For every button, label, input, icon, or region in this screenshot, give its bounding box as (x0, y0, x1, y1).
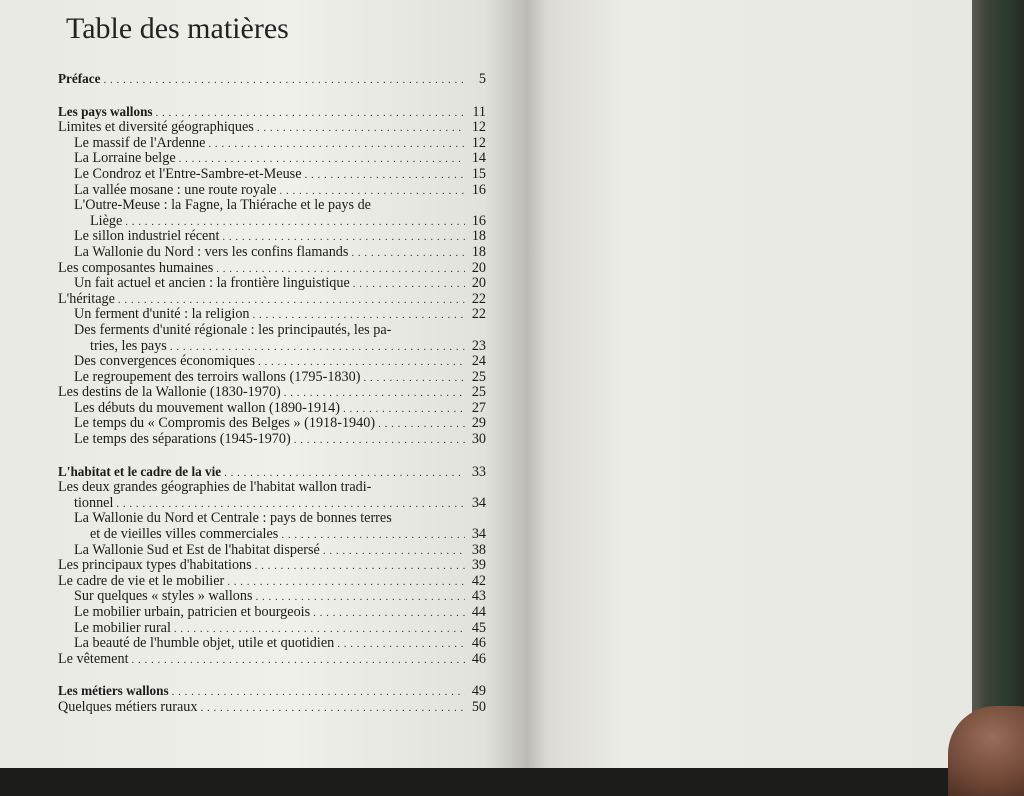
toc-entry (58, 558, 486, 574)
toc-entry-title: L'héritage (58, 290, 115, 307)
toc-entry-page: 42 (471, 572, 486, 589)
toc-entry (58, 323, 486, 354)
toc-entry-page: 22 (471, 290, 486, 307)
leader-dots (257, 120, 465, 134)
leader-dots (281, 527, 465, 541)
toc-entry-title: Le temps du « Compromis des Belges » (1918-1940) (74, 415, 376, 432)
leader-dots (305, 167, 466, 181)
toc-entry-title: Les métiers wallons (58, 683, 169, 699)
leader-dots (170, 339, 465, 353)
toc-entry-title: Préface (58, 71, 101, 86)
toc-entry-title: La Wallonie du Nord et Centrale : pays de bonnes terres (74, 510, 392, 527)
toc-entry-title-continued: tries, les pays (90, 337, 167, 354)
leader-dots (294, 432, 465, 446)
toc-entry-title: Le regroupement des terroirs wallons (1795-1830) (74, 368, 361, 385)
leader-dots (256, 589, 465, 603)
toc-entry (58, 307, 486, 323)
toc-entry-title: Quelques métiers ruraux (58, 698, 198, 715)
leader-dots (284, 385, 465, 399)
toc-entry (58, 401, 486, 417)
toc-entry-title: Le cadre de vie et le mobilier (58, 572, 225, 589)
toc-entry-title: Le sillon industriel récent (74, 228, 220, 245)
right-page (526, 0, 972, 768)
toc-entry-title-continued: et de vieilles villes commerciales (90, 526, 279, 543)
toc-entry (58, 480, 486, 511)
toc-entry-page: 38 (471, 541, 486, 558)
toc-entry-title: Le massif de l'Ardenne (74, 134, 206, 151)
toc-entry-page: 24 (471, 353, 486, 370)
toc-entry (58, 120, 486, 136)
toc-entry (58, 354, 486, 370)
toc-entry-page: 15 (471, 165, 486, 182)
toc-entry-title-continued: Liège (90, 212, 123, 229)
toc-entry (58, 292, 486, 308)
leader-dots (255, 558, 465, 572)
toc-entry-page: 18 (471, 228, 486, 245)
toc-entry-page: 12 (471, 134, 486, 151)
left-page (0, 0, 526, 768)
toc-entry-title: La Lorraine belge (74, 150, 176, 167)
toc-entry-title: Le vêtement (58, 650, 129, 667)
leader-dots (132, 652, 465, 666)
toc-entry (58, 416, 486, 432)
toc-entry-title: Un ferment d'unité : la religion (74, 306, 250, 323)
leader-dots (156, 105, 465, 119)
toc-entry (58, 589, 486, 605)
toc-entry-title: La vallée mosane : une route royale (74, 181, 277, 198)
leader-dots (208, 136, 465, 150)
leader-dots (343, 401, 465, 415)
leader-dots (174, 621, 465, 635)
toc-entry-title: Le mobilier urbain, patricien et bourgeois (74, 604, 311, 620)
toc-entry-page: 43 (471, 588, 486, 605)
toc-entry-page: 18 (471, 243, 486, 260)
toc-entry (58, 432, 486, 448)
toc-entry (58, 136, 486, 152)
toc-entry-page: 27 (471, 399, 486, 416)
toc-entry-title: La Wallonie Sud et Est de l'habitat dispersé (74, 541, 320, 558)
toc-entry-title: La Wallonie du Nord : vers les confins flamands (74, 243, 349, 260)
leader-dots (363, 370, 465, 384)
toc-entry-page: 39 (471, 557, 486, 574)
leader-dots (216, 261, 465, 275)
toc-entry-title: Les débuts du mouvement wallon (1890-1914) (74, 399, 340, 416)
toc-entry-page: 46 (471, 635, 486, 652)
leader-dots (337, 636, 465, 650)
toc-entry (58, 700, 486, 716)
toc-entry-title: Des convergences économiques (74, 353, 255, 370)
toc-entry-page: 22 (471, 306, 486, 323)
toc-entry (58, 621, 486, 637)
leader-dots (258, 354, 465, 368)
toc-entry-page: 44 (471, 604, 486, 620)
toc-entry-page: 45 (471, 619, 486, 636)
leader-dots (222, 229, 465, 243)
toc-entry-title: Les pays wallons (58, 103, 153, 119)
leader-dots (118, 292, 465, 306)
toc-entry-title: Le Condroz et l'Entre-Sambre-et-Meuse (74, 165, 302, 182)
toc-entry-title-continued: tionnel (74, 494, 114, 511)
toc-entry (58, 370, 486, 386)
toc-entry-page: 29 (471, 415, 486, 432)
leader-dots (313, 605, 465, 619)
leader-dots (353, 276, 465, 290)
leader-dots (227, 574, 465, 588)
toc-entry-title: Le mobilier rural (74, 619, 171, 636)
toc-entry-page: 50 (471, 698, 486, 715)
toc-entry-page: 16 (471, 181, 486, 198)
toc-entry-title: Des ferments d'unité régionale : les principautés, les pa- (74, 321, 392, 338)
toc-entry-page: 25 (471, 384, 486, 401)
toc-entry (58, 104, 486, 121)
toc-entry-page: 12 (471, 119, 486, 136)
leader-dots (200, 700, 465, 714)
toc-entry (58, 605, 486, 621)
toc-entry-page: 34 (471, 494, 486, 511)
toc-entry (58, 511, 486, 542)
toc-entry (58, 543, 486, 559)
toc-entry-page: 16 (471, 212, 486, 229)
toc-entry-page: 14 (471, 150, 486, 167)
toc-entry-title: Les principaux types d'habitations (58, 557, 252, 574)
toc-entry-page: 30 (471, 431, 486, 448)
toc-entry-title: Sur quelques « styles » wallons (74, 588, 253, 605)
toc-entry-page: 23 (471, 337, 486, 354)
toc-entry-page: 11 (472, 103, 486, 120)
toc-entry (58, 183, 486, 199)
toc-entry-page: 20 (471, 275, 486, 292)
book-edge (972, 0, 1024, 768)
toc-entry-page: 33 (471, 463, 486, 480)
toc-entry-title: Le temps des séparations (1945-1970) (74, 431, 291, 448)
toc-entry (58, 683, 486, 700)
toc-entry (58, 151, 486, 167)
leader-dots (172, 684, 465, 698)
toc-entry (58, 198, 486, 229)
toc-entry (58, 71, 486, 88)
toc-entry-page: 46 (471, 650, 486, 667)
leader-dots (179, 151, 465, 165)
leader-dots (224, 465, 465, 479)
toc-entry-title: L'Outre-Meuse : la Fagne, la Thiérache et le pays de (74, 197, 371, 214)
leader-dots (323, 543, 465, 557)
leader-dots (378, 416, 465, 430)
toc-entry-page: 49 (471, 683, 486, 700)
toc-entry-page: 34 (471, 526, 486, 543)
toc-entry-title: Les deux grandes géographies de l'habitat wallon tradi- (58, 479, 372, 496)
toc-left-list (58, 71, 486, 716)
leader-dots (279, 183, 465, 197)
leader-dots (253, 307, 465, 321)
toc-entry (58, 229, 486, 245)
toc-entry-title: Les destins de la Wallonie (1830-1970) (58, 384, 281, 401)
toc-entry-page: 20 (471, 259, 486, 276)
toc-entry-title: Limites et diversité géographiques (58, 119, 254, 136)
toc-entry-title: Les composantes humaines (58, 259, 214, 276)
toc-entry-title: La beauté de l'humble objet, utile et quotidien (74, 635, 335, 652)
toc-entry-page: 25 (471, 368, 486, 385)
leader-dots (125, 214, 465, 228)
toc-entry (58, 385, 486, 401)
toc-entry (58, 464, 486, 481)
toc-entry (58, 261, 486, 277)
toc-entry (58, 636, 486, 652)
toc-entry-title: L'habitat et le cadre de la vie (58, 463, 222, 479)
toc-entry (58, 276, 486, 292)
leader-dots (351, 245, 465, 259)
toc-entry-page: 5 (478, 71, 486, 87)
toc-entry (58, 245, 486, 261)
toc-entry (58, 652, 486, 668)
toc-entry (58, 167, 486, 183)
leader-dots (116, 496, 465, 510)
toc-entry-title: Un fait actuel et ancien : la frontière linguistique (74, 275, 350, 292)
page-title: Table des matières (66, 12, 289, 45)
toc-entry (58, 574, 486, 590)
leader-dots (103, 72, 465, 86)
